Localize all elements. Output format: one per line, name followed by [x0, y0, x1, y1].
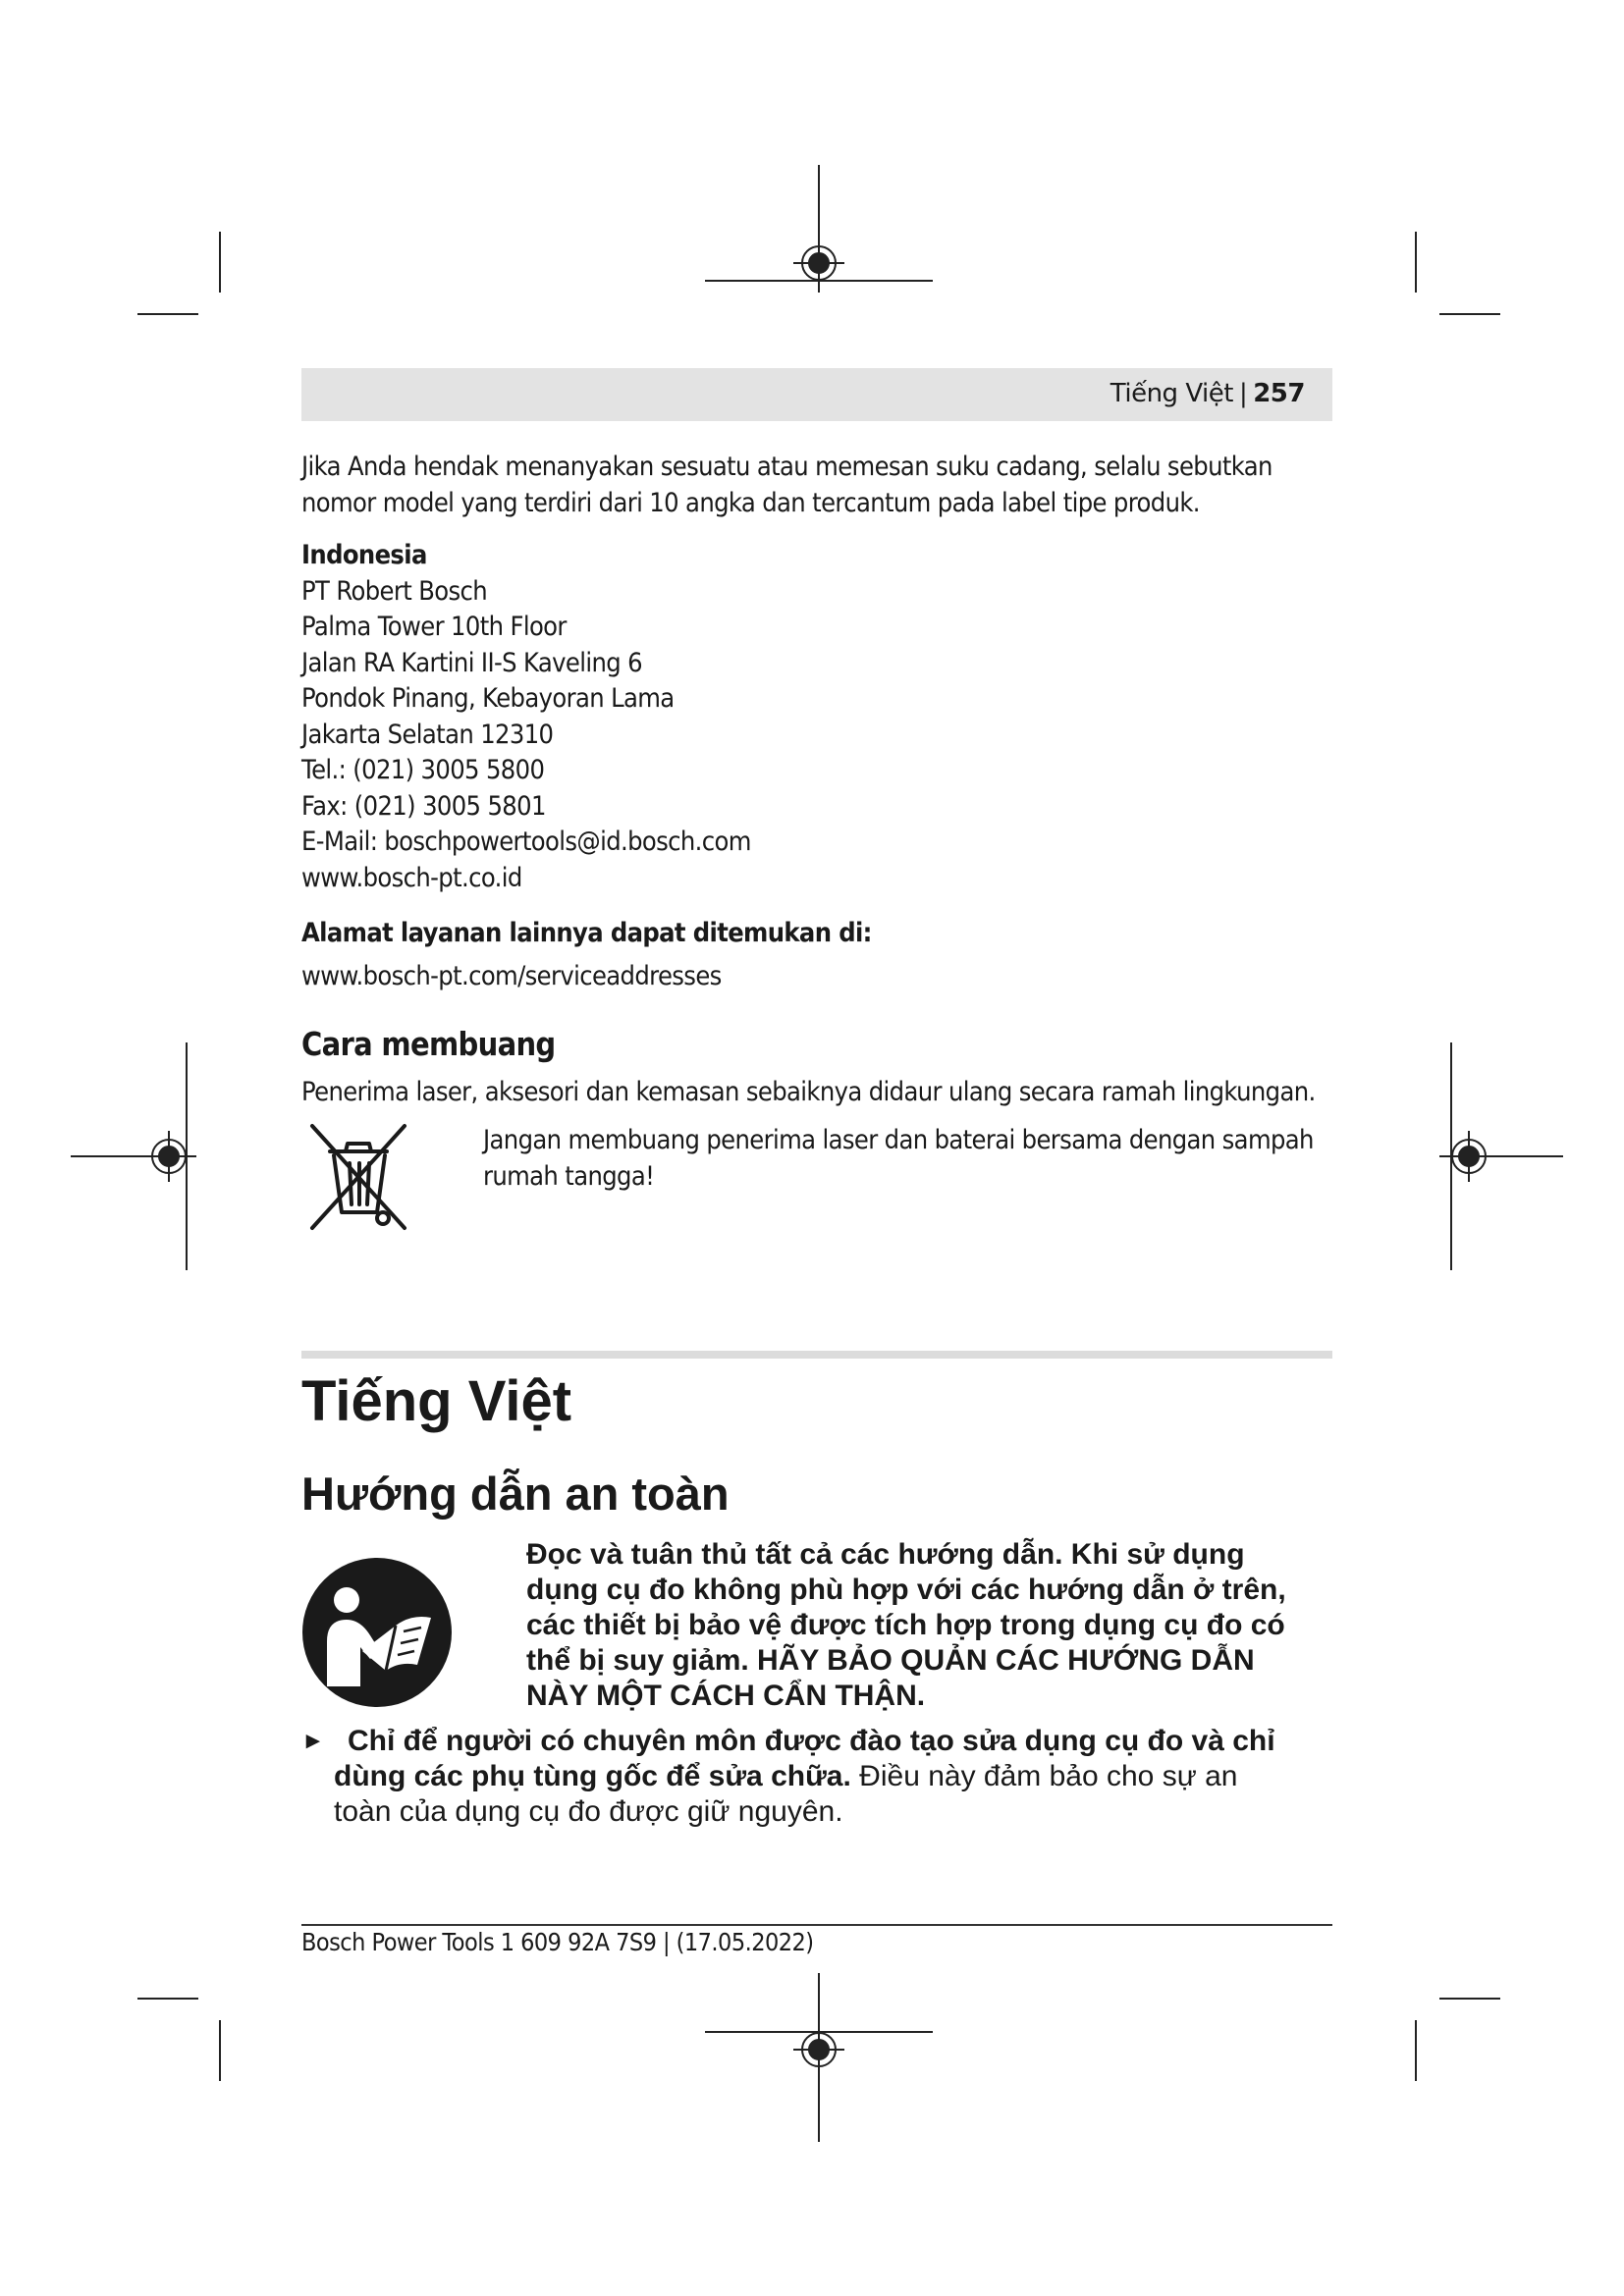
address-line: Jakarta Selatan 12310: [301, 719, 554, 750]
service-block: [301, 916, 872, 994]
header-section: Tiếng Việt: [1110, 379, 1233, 408]
safety-bullet: [334, 1724, 1275, 1830]
address-line: Palma Tower 10th Floor: [301, 612, 567, 642]
safety-subtitle: Hướng dẫn an toàn: [301, 1468, 730, 1520]
address-country: Indonesia: [301, 540, 427, 570]
service-url[interactable]: www.bosch-pt.com/serviceaddresses: [301, 960, 722, 991]
address-website[interactable]: www.bosch-pt.co.id: [301, 862, 522, 893]
intro-paragraph: [301, 450, 1272, 521]
bullet-marker: ►: [301, 1728, 325, 1754]
safety-warning-line: dụng cụ đo không phù hợp với các hướng dẫn ở trên,: [526, 1574, 1286, 1606]
bullet-text: Điều này đảm bảo cho sự an: [850, 1760, 1238, 1792]
footer-divider: [301, 1924, 1332, 1926]
bullet-text: toàn của dụng cụ đo được giữ nguyên.: [334, 1795, 843, 1828]
read-manual-icon: [301, 1557, 453, 1708]
safety-warning-line: thể bị suy giảm. HÃY BẢO QUẢN CÁC HƯỚNG DẪN: [526, 1644, 1255, 1677]
disposal-text: Penerima laser, aksesori dan kemasan sebaiknya didaur ulang secara ramah lingkungan.: [301, 1077, 1316, 1107]
section-divider: [301, 1351, 1332, 1359]
address-email[interactable]: E-Mail: boschpowertools@id.bosch.com: [301, 827, 751, 857]
crossed-out-bin-icon: [304, 1122, 412, 1232]
intro-line: nomor model yang terdiri dari 10 angka dan tercantum pada label tipe produk.: [301, 487, 1200, 518]
address-line: PT Robert Bosch: [301, 575, 488, 607]
service-heading: Alamat layanan lainnya dapat ditemukan di:: [301, 918, 872, 948]
disposal-note: [483, 1123, 1314, 1195]
safety-warning-line: các thiết bị bảo vệ được tích hợp trong dụng cụ đo có: [526, 1609, 1285, 1641]
bullet-bold-line: Chỉ để người có chuyên môn được đào tạo sửa dụng cụ đo và chỉ: [348, 1725, 1275, 1757]
address-line: Pondok Pinang, Kebayoran Lama: [301, 683, 675, 714]
safety-warning-line: Đọc và tuân thủ tất cả các hướng dẫn. Khi sử dụng: [526, 1538, 1245, 1571]
safety-warning-line: NÀY MỘT CÁCH CẨN THẬN.: [526, 1680, 926, 1712]
page-header: [301, 368, 1332, 421]
address-phone: Tel.: (021) 3005 5800: [301, 755, 545, 785]
address-block: [301, 538, 751, 896]
footer-text: Bosch Power Tools 1 609 92A 7S9 | (17.05.2022): [301, 1928, 814, 1956]
address-line: Jalan RA Kartini II-S Kaveling 6: [301, 647, 642, 678]
safety-warning: [526, 1537, 1286, 1714]
header-label: [1110, 379, 1305, 408]
bullet-bold-line: dùng các phụ tùng gốc để sửa chữa.: [334, 1760, 851, 1792]
intro-line: Jika Anda hendak menanyakan sesuatu atau memesan suku cadang, selalu sebutkan: [301, 452, 1272, 482]
header-separator: |: [1238, 379, 1248, 408]
disposal-note-line: Jangan membuang penerima laser dan baterai bersama dengan sampah: [483, 1125, 1314, 1155]
disposal-note-line: rumah tangga!: [483, 1160, 655, 1192]
disposal-title: Cara membuang: [301, 1025, 556, 1063]
address-fax: Fax: (021) 3005 5801: [301, 790, 546, 822]
section-title: Tiếng Việt: [301, 1369, 572, 1433]
page-number: 257: [1253, 379, 1305, 408]
